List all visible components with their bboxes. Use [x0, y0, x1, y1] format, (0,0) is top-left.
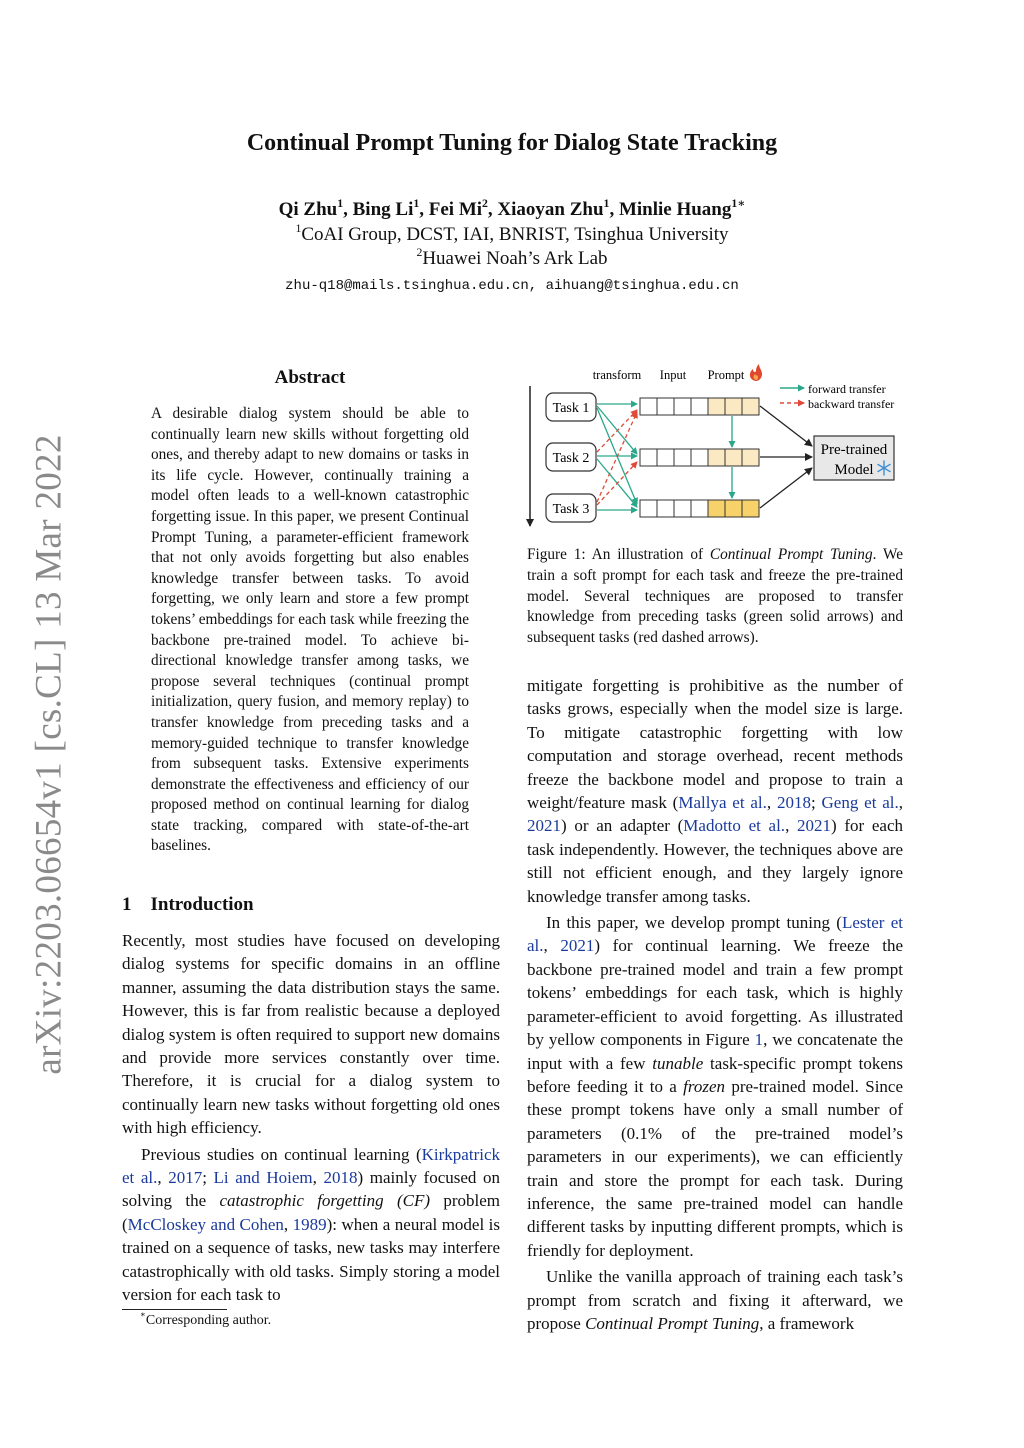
text-run: ;: [202, 1168, 214, 1188]
intro-paragraph-2: [122, 1143, 500, 1307]
affiliation-text: CoAI Group, DCST, IAI, BNRIST, Tsinghua University: [301, 224, 729, 245]
figure-1-caption: [527, 545, 903, 649]
task-label: Task 1: [552, 401, 590, 416]
text-run: ,: [543, 936, 561, 956]
citation-link[interactable]: Kirkpatrick et al.: [122, 1144, 500, 1188]
model-input-arrows: [760, 406, 812, 508]
footnote-rule: [122, 1309, 227, 1310]
citation-link[interactable]: Lester et al.: [527, 913, 903, 956]
citation-year-link[interactable]: 2021: [560, 936, 595, 956]
text-run: Previous studies on continual learning (: [141, 1144, 422, 1164]
section-heading-text: 1 Introduction: [122, 894, 254, 915]
task-box-1: [546, 393, 596, 421]
text-run: ,: [785, 816, 797, 836]
text-run: ;: [810, 793, 822, 813]
text-run: ,: [283, 1214, 293, 1234]
author-name: Bing Li: [352, 199, 414, 220]
author-name: Xiaoyan Zhu: [497, 199, 604, 220]
text-run: ) mainly focused on solving the: [122, 1168, 501, 1211]
caption-label: Figure 1: An illustration of: [527, 546, 710, 563]
intro-column: [122, 929, 500, 1307]
author-name: Minlie Huang: [618, 199, 732, 220]
right-paragraph-1: [527, 674, 903, 908]
right-paragraph-3: [527, 1265, 903, 1335]
citation-year-link[interactable]: 2021: [797, 816, 831, 836]
text-run: problem (: [122, 1191, 500, 1234]
author-name: Qi Zhu: [278, 199, 338, 220]
right-paragraph-2: [527, 911, 903, 1262]
citation-link[interactable]: McCloskey and Cohen: [127, 1214, 284, 1234]
affiliation-mark: 2: [416, 245, 423, 259]
text-run: task-specific prompt tokens before feeding it to a: [527, 1053, 903, 1096]
caption-emphasis: Continual Prompt Tuning: [709, 546, 873, 563]
text-run: Unlike the vanilla approach of training each task’s prompt from scratch and fixing it afterward, we propose: [527, 1267, 903, 1333]
affiliation-text: Huawei Noah’s Ark Lab: [422, 248, 608, 269]
task-label: Task 2: [552, 451, 590, 466]
token-row-1: [640, 398, 759, 415]
pretrained-model-box: [814, 436, 894, 480]
fire-icon: [750, 364, 762, 381]
emphasis-text: catastrophic forgetting (CF): [219, 1191, 430, 1211]
affiliation-mark: 1: [295, 221, 302, 235]
citation-year-link[interactable]: 2017: [168, 1168, 203, 1188]
legend-backward-label: backward transfer: [808, 397, 895, 411]
author-mark: 1: [603, 196, 610, 210]
author-mark: 2: [482, 196, 488, 210]
right-column: [527, 674, 903, 1335]
citation-year-link[interactable]: 2018: [323, 1168, 358, 1188]
text-run: pre-trained model. Since these prompt tokens have only a small number of parameters (0.1% of the pre-trained model’s parameters in our experiments), we can efficiently train and store the prompt for each task. During inference, the same pre-trained model can handle different tasks by inputting different prompts, which is friendly for deployment.: [527, 1076, 904, 1260]
citation-year-link[interactable]: 2021: [527, 816, 561, 836]
model-label-line1: Pre-trained: [820, 442, 888, 458]
text-run: ) for each task independently. However, the techniques above are still not efficient enough, and they largely ignore knowledge transfer among tasks.: [527, 816, 903, 906]
emphasis-text: tunable: [652, 1053, 704, 1073]
footnote-mark: ∗: [140, 1309, 146, 1320]
token-row-3: [640, 500, 759, 517]
figure-header-prompt: Prompt: [707, 368, 745, 382]
author-mark: 1: [337, 196, 344, 210]
author-name: Fei Mi: [428, 199, 483, 220]
figure-reference-link[interactable]: 1: [754, 1030, 764, 1050]
citation-link[interactable]: Mallya et al.: [678, 793, 767, 813]
citation-year-link[interactable]: 2018: [776, 793, 811, 813]
legend-forward-label: forward transfer: [808, 382, 886, 396]
citation-link[interactable]: Madotto et al.: [683, 816, 786, 836]
task-box-2: [546, 443, 596, 471]
text-run: ,: [898, 793, 903, 813]
text-run: ,: [766, 793, 777, 813]
emphasis-text: Continual Prompt Tuning: [585, 1313, 760, 1333]
arxiv-stamp: [18, 433, 80, 1075]
text-run: ,: [312, 1168, 324, 1188]
author-mark: 1: [413, 196, 420, 210]
text-run: ): when a neural model is trained on a sequence of tasks, new tasks may interfere catastrophically with old tasks. Simply storing a model version for each task to: [122, 1214, 501, 1305]
text-run: ,: [157, 1168, 169, 1188]
text-run: mitigate forgetting is prohibitive as the number of tasks grows, especially when the model size is large. To mitigate catastrophic forgetting with low computation and storage overhead, recent methods freeze the backbone model and propose to train a weight/feature mask (: [527, 676, 903, 813]
section-heading: [122, 894, 254, 916]
figure-header-transform: transform: [592, 368, 642, 382]
citation-year-link[interactable]: 1989: [292, 1214, 327, 1234]
text-run: , a framework: [759, 1313, 855, 1333]
intro-paragraph-1: Recently, most studies have focused on developing dialog systems for specific domains in an offline manner, assuming the data distribution stays the same. However, this is far from realistic because a deployed dialog system is often required to support new domains and provide more services constantly over time. Therefore, it is crucial for a dialog system to continually learn new tasks without forgetting old ones with high efficiency.: [122, 931, 500, 1138]
task-box-3: [546, 494, 596, 522]
author-mark: 1∗: [731, 196, 746, 210]
task-label: Task 3: [552, 502, 590, 517]
text-run: ) or an adapter (: [561, 816, 684, 836]
arxiv-stamp-text: arXiv:2203.06654v1 [cs.CL] 13 Mar 2022: [28, 433, 70, 1075]
token-row-2: [640, 449, 759, 466]
model-label-line2: Model: [834, 462, 874, 478]
footnote-text: Corresponding author.: [145, 1313, 272, 1328]
affiliation-2: [0, 245, 1024, 270]
emphasis-text: frozen: [683, 1076, 726, 1096]
text-run: In this paper, we develop prompt tuning (: [546, 913, 842, 933]
footnote: [140, 1309, 272, 1329]
abstract-text: A desirable dialog system should be able to continually learn new skills without forgetting old ones, and thereby adapt to new domains or tasks in its life cycle. However, continually training a model often leads to a well-known catastrophic forgetting issue. In this paper, we present Continual Prompt Tuning, a parameter-efficient framework that not only avoids forgetting but also enables knowledge transfer between tasks. To avoid forgetting, we only learn and store a few prompt tokens’ embeddings for each task while freezing the backbone pre-trained model. To achieve bi-directional knowledge transfer among tasks, we propose several techniques (continual prompt initialization, query fusion, and memory replay) to transfer knowledge from preceding tasks and a memory-guided technique to transfer knowledge from subsequent tasks. Extensive experiments demonstrate the effectiveness and efficiency of our proposed method on continual learning for dialog state tracking, compared with state-of-the-art baselines.: [151, 405, 469, 855]
figure-1: [520, 362, 910, 534]
citation-link[interactable]: Geng et al.: [821, 793, 899, 813]
text-run: , we concatenate the input with a few: [527, 1030, 904, 1073]
figure-header-input: Input: [659, 368, 687, 382]
author-list: Qi Zhu$^1$, Bing Li$^1$, Fei Mi$^2$, Xiaoyan Zhu$^1$, Minlie Huang$^{1∗}$: [278, 196, 746, 220]
citation-link[interactable]: Li and Hoiem: [213, 1168, 313, 1188]
caption-text: . We train a soft prompt for each task and freeze the pre-trained model. Several techniques are proposed to transfer knowledge from preceding tasks (green solid arrows) and subsequent tasks (red dashed arrows).: [527, 546, 903, 647]
text-run: ) for continual learning. We freeze the backbone pre-trained model and train a few prompt tokens’ embeddings for each task, which is highly parameter-efficient to avoid forgetting. As illustrated by yellow components in Figure: [527, 936, 904, 1050]
affiliation-1: [0, 221, 1024, 246]
abstract-heading: Abstract: [274, 367, 346, 388]
author-emails: zhu-q18@mails.tsinghua.edu.cn, aihuang@tsinghua.edu.cn: [285, 278, 739, 294]
paper-title: Continual Prompt Tuning for Dialog State Tracking: [246, 130, 778, 156]
